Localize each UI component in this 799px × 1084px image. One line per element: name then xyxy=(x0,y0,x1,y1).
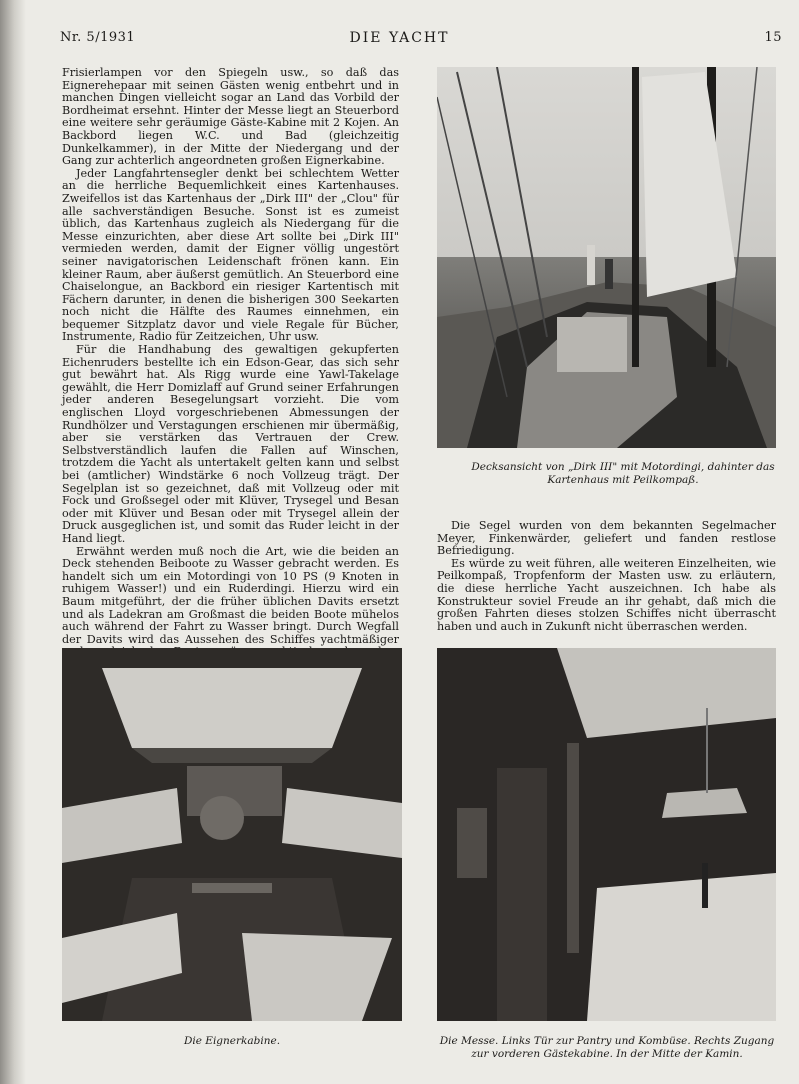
messroom-image xyxy=(437,648,776,1021)
paragraph: Jeder Langfahrtensegler denkt bei schlechtem Wetter an die herrliche Bequemlichkeit eines Kartenhauses. Zweifellos ist das Kartenhaus der „Dirk III" der „Clou" für alle sachverständigen Besuche. Sonst ist es zumeist üblich, das Kartenhaus zugleich als Niedergang für die Messe einzurichten, aber diese Art sollte bei „Dirk III" vermieden werden, damit der Eigner völlig ungestört seiner navigatorischen Leidenschaft frönen kann. Ein kleiner Raum, aber äußerst gemütlich. An Steuerbord eine Chaiselongue, an Backbord ein riesiger Kartentisch mit Fächern darunter, in denen die bisherigen 300 Seekarten noch nicht die Hälfte des Raumes einnehmen, ein bequemer Sitzplatz davor und viele Regale für Bücher, Instrumente, Radio für Zeitzeichen, Uhr usw. xyxy=(62,166,399,344)
magazine-title: DIE YACHT xyxy=(349,30,450,46)
paragraph: Es würde zu weit führen, alle weiteren Einzelheiten, wie Peilkompaß, Tropfenform der Masten usw. zu erläutern, die diese herrliche Yacht auszeichnen. Ich habe als Konstrukteur soviel Freude an ihr gehabt, daß mich die großen Fahrten dieses stolzen Schiffes nicht überrascht haben und auch in Zukunft nicht überraschen werden. xyxy=(437,556,776,633)
book-spine-shadow xyxy=(0,0,26,1084)
right-text-column xyxy=(437,520,776,633)
deck-photo xyxy=(437,67,776,448)
messroom-caption: Die Messe. Links Tür zur Pantry und Kombüse. Rechts Zugang zur vorderen Gästekabine. In der Mitte der Kamin. xyxy=(439,1035,775,1060)
left-text-column xyxy=(62,67,399,722)
deck-photo-image xyxy=(437,67,776,448)
issue-number: Nr. 5/1931 xyxy=(60,30,136,45)
paragraph: Für die Handhabung des gewaltigen gekupferten Eichenruders bestellte ich ein Edson-Gear, das sich sehr gut bewährt hat. Als Rigg wurde eine Yawl-Takelage gewählt, die Herr Domizlaff auf Grund seiner Erfahrungen jeder anderen Besegelungsart vorzieht. Die vom englischen Lloyd vorgeschriebenen Abmessungen der Rundhölzer und Verstagungen erschienen mir übermäßig, aber sie verstärken das Vertrauen der Crew. Selbstverständlich laufen die Fallen auf Winschen, trotzdem die Yacht als untertakelt gelten kann und selbst bei (amtlicher) Windstärke 6 noch Vollzeug trägt. Der Segelplan ist so gezeichnet, daß mit Vollzeug oder mit Fock und Großsegel oder mit Klüver, Trysegel und Besan oder mit Klüver und Besan oder mit Trysegel allein der Druck ausgeglichen ist, und somit das Ruder leicht in der Hand liegt. xyxy=(62,343,399,545)
messroom-photo xyxy=(437,648,776,1021)
paragraph: Frisierlampen vor den Spiegeln usw., so daß das Eignerehepaar mit seinen Gästen wenig entbehrt und in manchen Dingen vielleicht sogar an Land das Vorbild der Bordheimat ersehnt. Hinter der Messe liegt an Steuerbord eine weitere sehr geräumige Gäste-Kabine mit 2 Kojen. An Backbord liegen W.C. und Bad (gleichzeitig Dunkelkammer), in der Mitte der Niedergang und der Gang zur achterlich angeordneten großen Eignerkabine. xyxy=(62,66,399,168)
page-number: 15 xyxy=(764,30,782,45)
owner-cabin-caption: Die Eignerkabine. xyxy=(183,1035,281,1047)
owner-cabin-image xyxy=(62,648,402,1021)
paragraph: Die Segel wurden von dem bekannten Segelmacher Meyer, Finkenwärder, geliefert und fanden restlose Befriedigung. xyxy=(437,519,776,558)
owner-cabin-photo xyxy=(62,648,402,1021)
paragraph: Erwähnt werden muß noch die Art, wie die beiden an Deck stehenden Beiboote zu Wasser gebracht werden. Es handelt sich um ein Motordingi von 10 PS (9 Knoten in ruhigem Wasser!) und ein Ruderdingi. Hierzu wird ein Baum mitgeführt, der die früher üblichen Davits ersetzt und als Ladekran am Großmast die beiden Boote mühelos auch während der Fahrt zu Wasser bringt. Durch Wegfall der Davits wird das Aussehen des Schiffes yachtmäßiger xyxy=(62,544,399,646)
deck-photo-caption: Decksansicht von „Dirk III" mit Motordingi, dahinter das Kartenhaus mit Peilkompaß. xyxy=(471,461,775,486)
